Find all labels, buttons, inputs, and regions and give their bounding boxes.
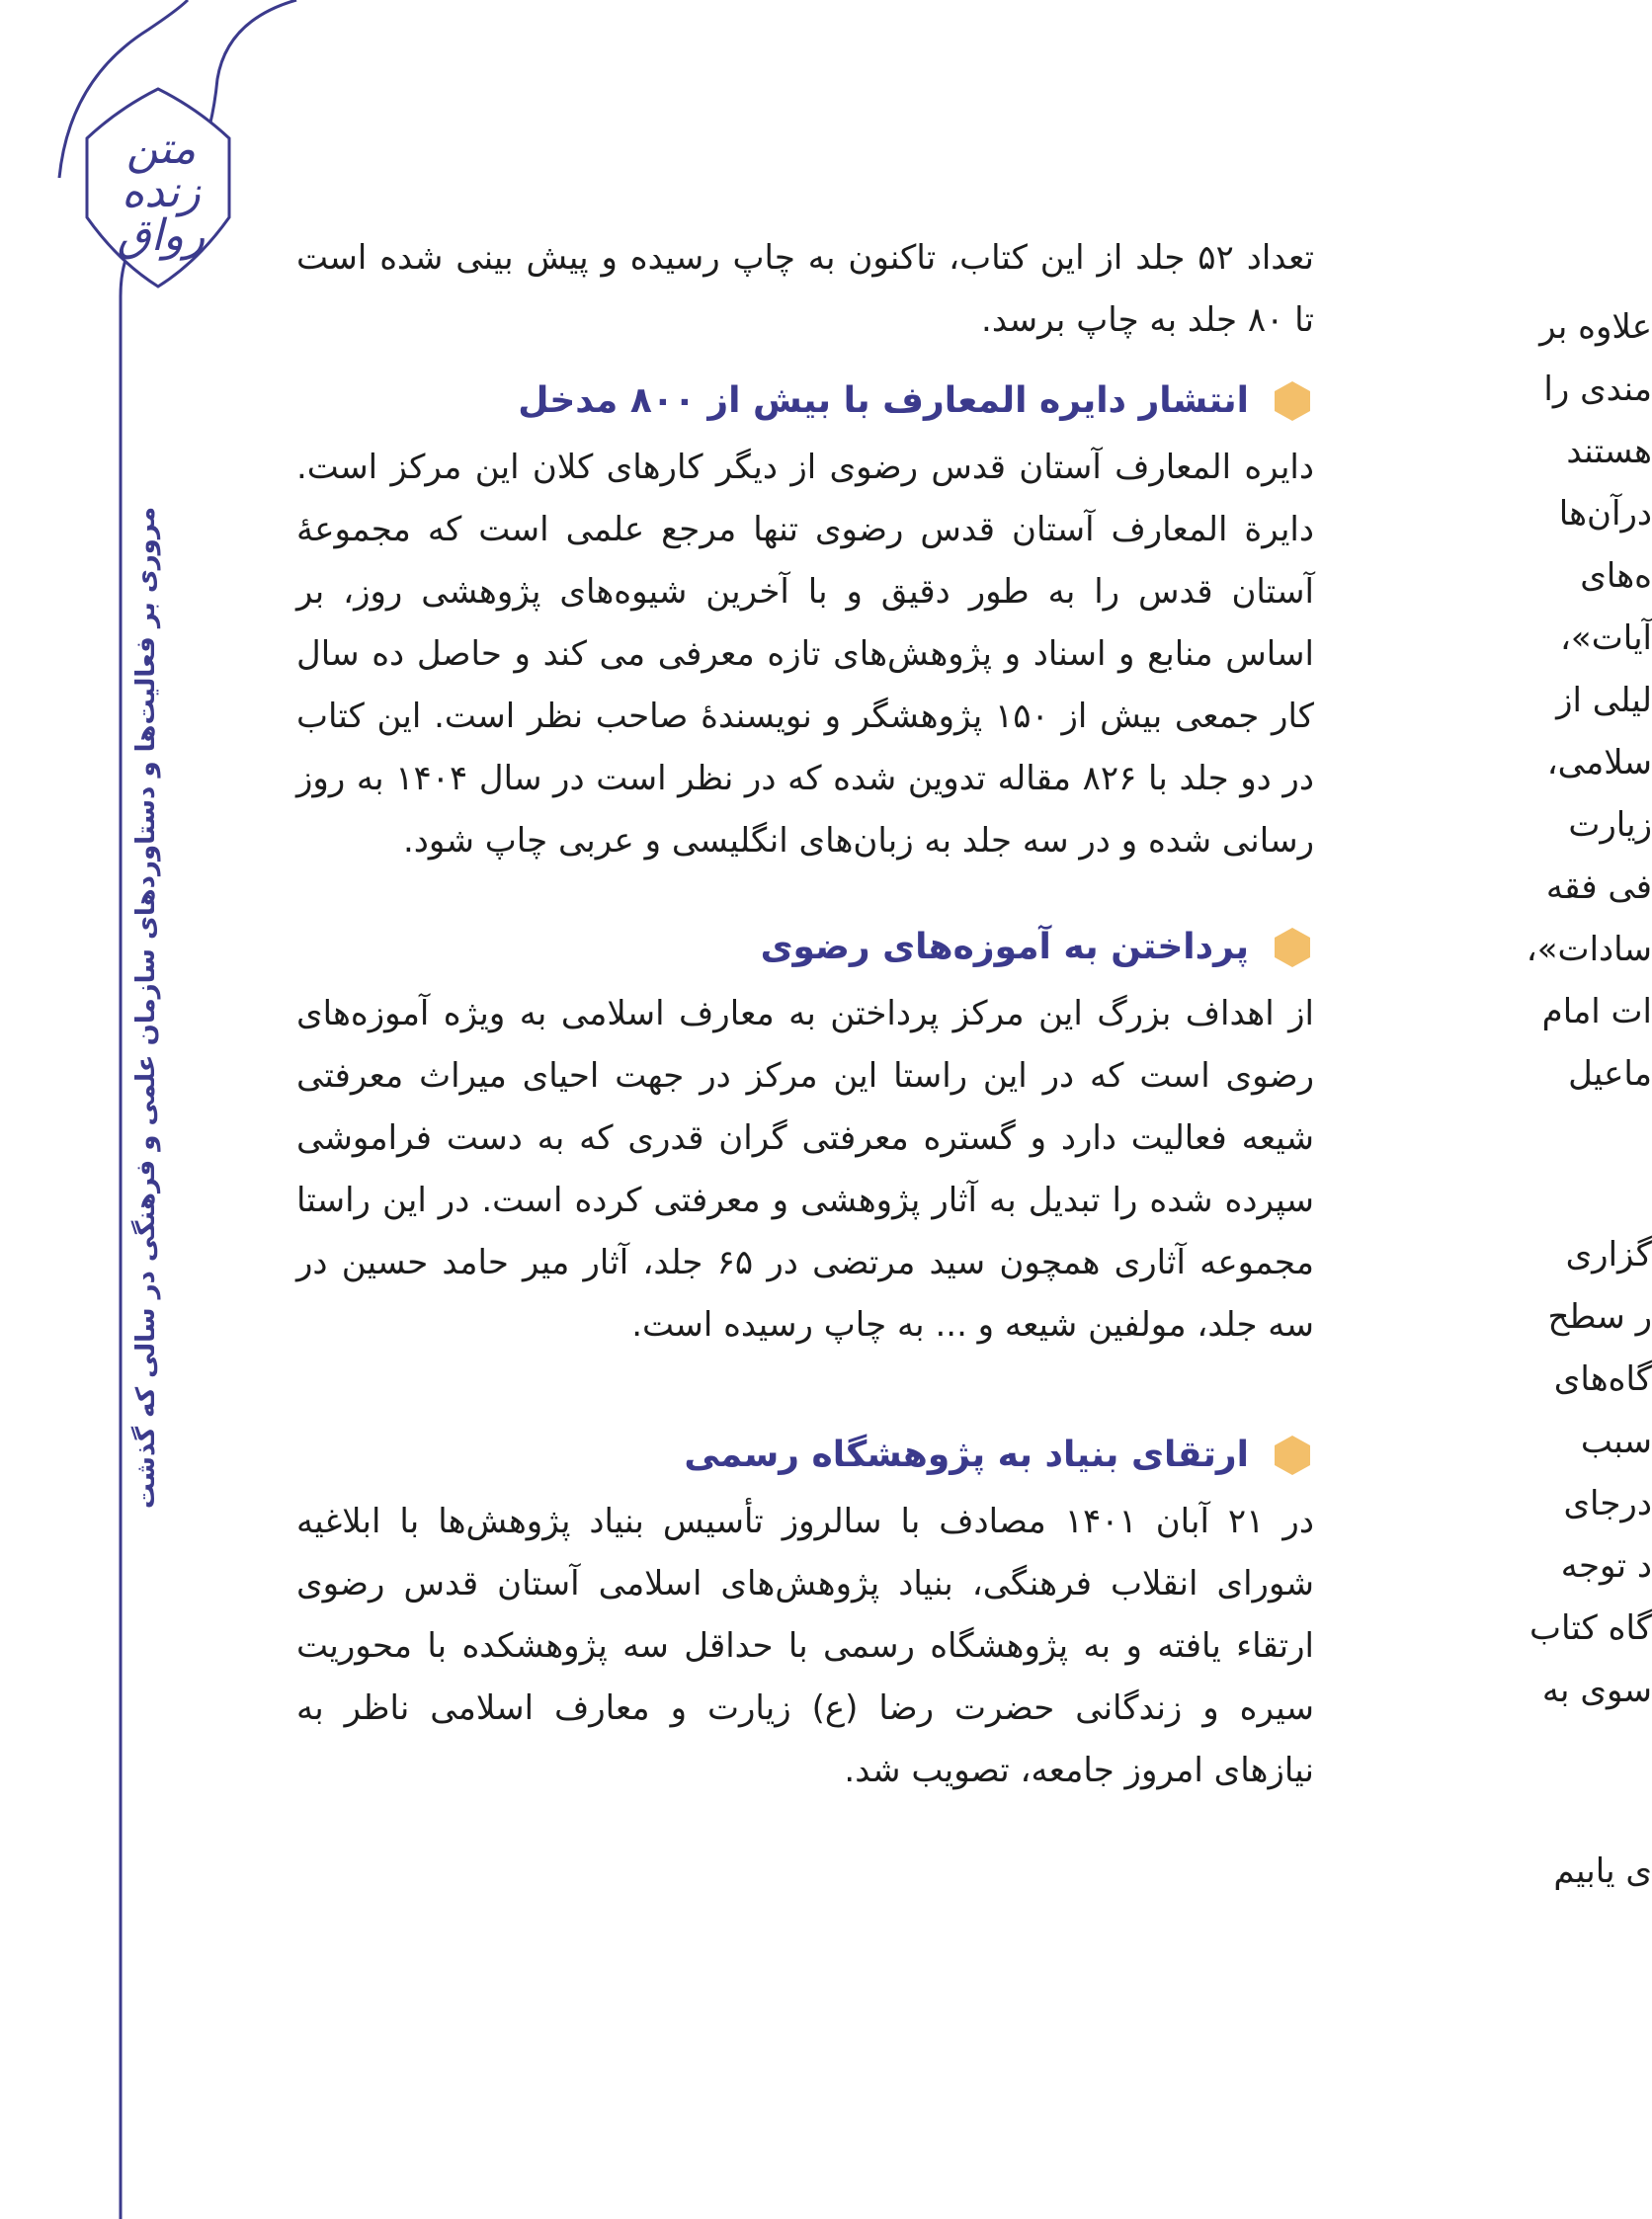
section-heading: انتشار دایره المعارف با بیش از ۸۰۰ مدخل <box>518 380 1249 421</box>
side-line: سوی به <box>1541 1671 1652 1710</box>
magazine-logo: متن زنده رواق <box>117 123 206 261</box>
section-header <box>296 920 1314 975</box>
hexagon-bullet-icon <box>1271 1434 1314 1477</box>
side-line: ی یابیم <box>1553 1851 1652 1891</box>
adjacent-column-fragment <box>1356 296 1652 2021</box>
side-line: سلامی، <box>1546 743 1652 782</box>
side-line: هستند <box>1566 432 1652 471</box>
side-text-group <box>1356 1841 1652 1903</box>
hexagon-shape <box>1275 1436 1310 1475</box>
side-line: گزاری <box>1565 1235 1652 1274</box>
side-line: آیات»، <box>1559 618 1652 658</box>
section-paragraph: دایره المعارف آستان قدس رضوی از دیگر کارهای کلان این مرکز است. دایرة المعارف آستان قدس رضوی تنها مرجع علمی است که مجموعهٔ آستان قدس را به طور دقیق و با آخرین شیوه‌های پژوهشی روز، بر اساس منابع و اسناد و پژوهش‌های تازه معرفی می کند و حاصل ده سال کار جمعی بیش از ۱۵۰ پژوهشگر و نویسندهٔ صاحب نظر است. این کتاب در دو جلد با ۸۲۶ مقاله تدوین شده که در نظر است در سال ۱۴۰۴ به روز رسانی شده و در سه جلد به زبان‌های انگلیسی و عربی چاپ شود. <box>296 448 1314 861</box>
running-title: مروری بر فعالیت‌ها و دستاوردهای سازمان علمی و فرهنگی در سالی که گذشت <box>131 506 161 1510</box>
section-header <box>296 373 1314 429</box>
side-line: سادات»، <box>1526 930 1652 969</box>
side-line: سبب <box>1580 1422 1652 1461</box>
section-research-institute <box>296 1428 1314 1802</box>
intro-paragraph: تعداد ۵۲ جلد از این کتاب، تاکنون به چاپ رسیده و پیش بینی شده است تا ۸۰ جلد به چاپ برسد. <box>296 238 1314 340</box>
side-line: گاه‌های <box>1553 1359 1652 1399</box>
section-razavi-teachings <box>296 920 1314 1356</box>
side-text-group <box>1356 1224 1652 1722</box>
side-line: د توجه <box>1560 1546 1652 1586</box>
side-line: ه‌های <box>1580 556 1652 596</box>
side-line: مندی را <box>1543 370 1652 409</box>
side-line: ات امام <box>1541 992 1652 1031</box>
side-line: زیارت <box>1568 805 1652 845</box>
side-line: درآن‌ها <box>1558 494 1652 534</box>
section-header <box>296 1428 1314 1483</box>
section-paragraph: از اهداف بزرگ این مرکز پرداختن به معارف اسلامی به ویژه آموزه‌های رضوی است که در این راستا این مرکز در جهت احیای میراث معرفتی شیعه فعالیت دارد و گستره معرفتی گران قدری که به دست فراموشی سپرده شده را تبدیل به آثار پژوهشی و معرفتی کرده است. در این راستا مجموعه آثاری همچون سید مرتضی در ۶۵ جلد، آثار میر حامد حسین در سه جلد، مولفین شیعه و ... به چاپ رسیده است. <box>296 994 1314 1345</box>
section-encyclopedia <box>296 373 1314 872</box>
hexagon-bullet-icon <box>1271 379 1314 423</box>
side-line: ر سطح <box>1547 1297 1652 1337</box>
side-line: گاه کتاب <box>1529 1608 1652 1648</box>
side-line: علاوه بر <box>1539 307 1652 347</box>
side-text-group <box>1356 296 1652 1106</box>
hexagon-shape <box>1275 381 1310 421</box>
side-line: فی فقه <box>1545 867 1652 907</box>
hexagon-shape <box>1275 928 1310 967</box>
main-column <box>296 227 1314 1802</box>
side-line: درجای <box>1563 1484 1652 1523</box>
side-line: لیلی از <box>1556 681 1652 720</box>
section-heading: پرداختن به آموزه‌های رضوی <box>760 927 1249 967</box>
section-paragraph: در ۲۱ آبان ۱۴۰۱ مصادف با سالروز تأسیس بنیاد پژوهش‌ها با ابلاغیه شورای انقلاب فرهنگی، بنیاد پژوهش‌های اسلامی آستان قدس رضوی ارتقاء یافته و به پژوهشگاه رسمی با حداقل سه پژوهشکده با محوریت سیره و زندگانی حضرت رضا (ع) زیارت و معارف اسلامی ناظر به نیازهای امروز جامعه، تصویب شد. <box>296 1502 1314 1790</box>
section-heading: ارتقای بنیاد به پژوهشگاه رسمی <box>684 1435 1249 1475</box>
side-line: ماعیل <box>1568 1054 1652 1094</box>
hexagon-bullet-icon <box>1271 926 1314 969</box>
